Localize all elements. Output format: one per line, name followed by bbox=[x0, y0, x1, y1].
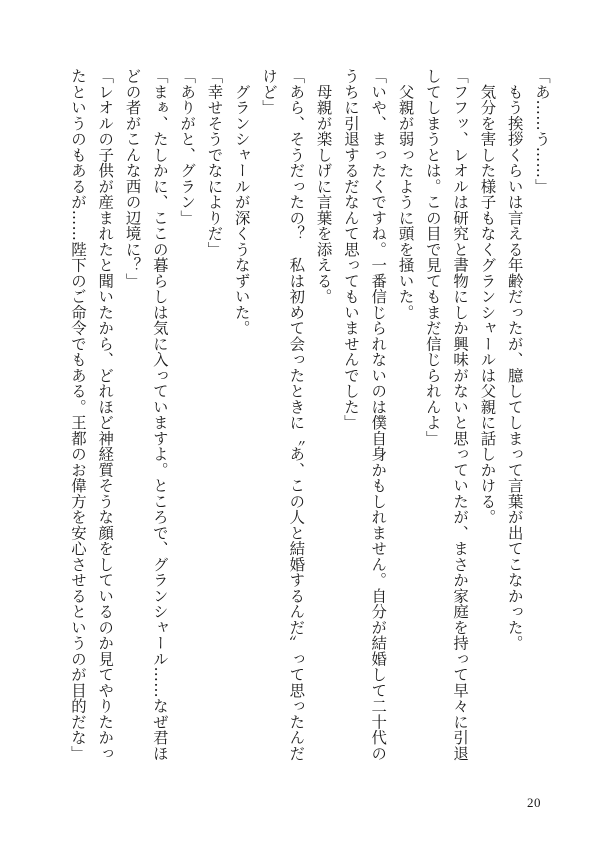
novel-text-body bbox=[55, 68, 555, 780]
text-line: たというのもあるが……陛下のご命令でもある。王都のお偉方を安心させるというのが目的だな」 bbox=[68, 68, 87, 761]
text-line: 気分を害した様子もなくグランシャールは父親に話しかける。 bbox=[478, 68, 497, 525]
text-line: 「あ……う……」 bbox=[533, 68, 551, 194]
text-line: うちに引退するだなんて思ってもいませんでした」 bbox=[341, 68, 360, 431]
text-line: もう挨拶くらいは言える年齢だったが、臆してしまって言葉が出てこなかった。 bbox=[505, 68, 524, 651]
text-line: 母親が楽しげに言葉を添える。 bbox=[314, 68, 333, 305]
page-number: 20 bbox=[527, 795, 541, 810]
text-line: 「まぁ、たしかに、ここの暮らしは気に入っていますよ。ところで、グランシャール……なぜ君ほ bbox=[150, 68, 169, 761]
text-line: 「幸せそうでなによりだ」 bbox=[205, 68, 224, 257]
text-line: 「ありがと、グラン」 bbox=[178, 68, 197, 226]
text-line: けど」 bbox=[260, 68, 279, 116]
text-line: グランシャールが深くうなずいた。 bbox=[232, 68, 251, 336]
text-line: 「フフッ、レオルは研究と書物にしか興味がないと思っていたが、まさか家庭を持って早々に引退 bbox=[451, 68, 470, 761]
text-line: してしまうとは。この目で見てもまだ信じられんよ」 bbox=[423, 68, 442, 446]
text-line: 「いや、まったくですね。一番信じられないのは僕自身かもしれません。自分が結婚して二十代の bbox=[369, 68, 388, 761]
text-line: どの者がこんな西の辺境に？」 bbox=[123, 68, 142, 289]
text-line: 「あら、そうだったの？ 私は初めて会ったときに〝あ、この人と結婚するんだ〟って思ったんだ bbox=[287, 68, 306, 761]
text-line: 「レオルの子供が産まれたと聞いたから、どれほど神経質そうな顔をしているのか見てやりたかっ bbox=[96, 68, 115, 761]
text-line: 父親が弱ったように頭を掻いた。 bbox=[396, 68, 415, 320]
